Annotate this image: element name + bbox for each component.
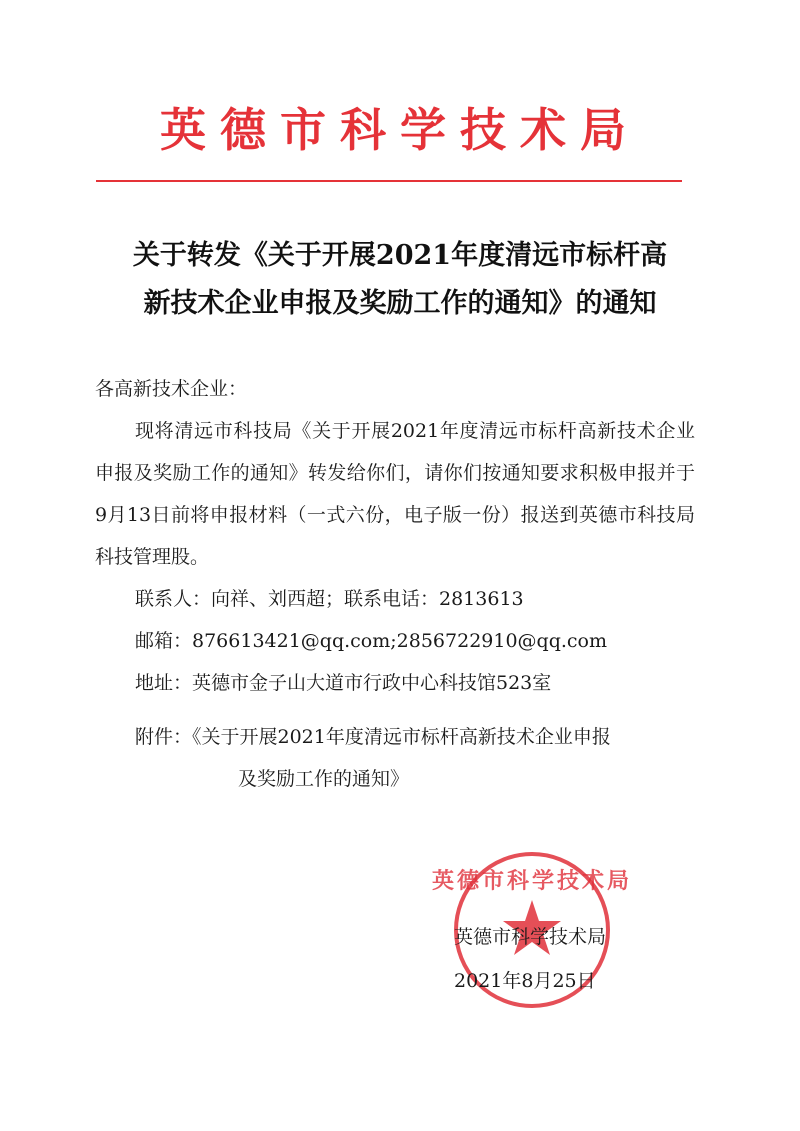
contact-email: 邮箱：876613421@qq.com;2856722910@qq.com: [135, 630, 608, 652]
signature-date: 2021年8月25日: [454, 970, 596, 992]
body-paragraph: 现将清远市科技局《关于开展2021年度清远市标杆高新技术企业申报及奖励工作的通知》转发给你们，请你们按通知要求积极申报并于9月13日前将申报材料（一式六份，电子版一份）报送到英德市科技局科技管理股。: [95, 420, 695, 568]
svg-text:英德市科学技术局: 英德市科学技术局: [431, 869, 633, 894]
contact-persons: 联系人：向祥、刘西超；联系电话：2813613: [135, 588, 524, 610]
letterhead-org-name: 英德市科学技术局: [160, 103, 640, 157]
attachment-line-1: 附件：《关于开展2021年度清远市标杆高新技术企业申报: [135, 726, 611, 748]
letterhead-red-rule: [96, 180, 682, 182]
attachment-note: [95, 716, 695, 800]
document-title: [60, 232, 740, 328]
signature-block: [454, 915, 654, 1003]
attachment-line-2: 及奖励工作的通知》: [238, 768, 410, 790]
signature-org: 英德市科学技术局: [454, 926, 607, 948]
addressee: 各高新技术企业：: [95, 378, 248, 400]
document-title-line-2: 新技术企业申报及奖励工作的通知》的通知: [143, 288, 657, 319]
contact-address: 地址：英德市金子山大道市行政中心科技馆523室: [135, 672, 552, 694]
document-body: [95, 368, 695, 800]
document-title-line-1: 关于转发《关于开展2021年度清远市标杆高: [132, 240, 668, 271]
